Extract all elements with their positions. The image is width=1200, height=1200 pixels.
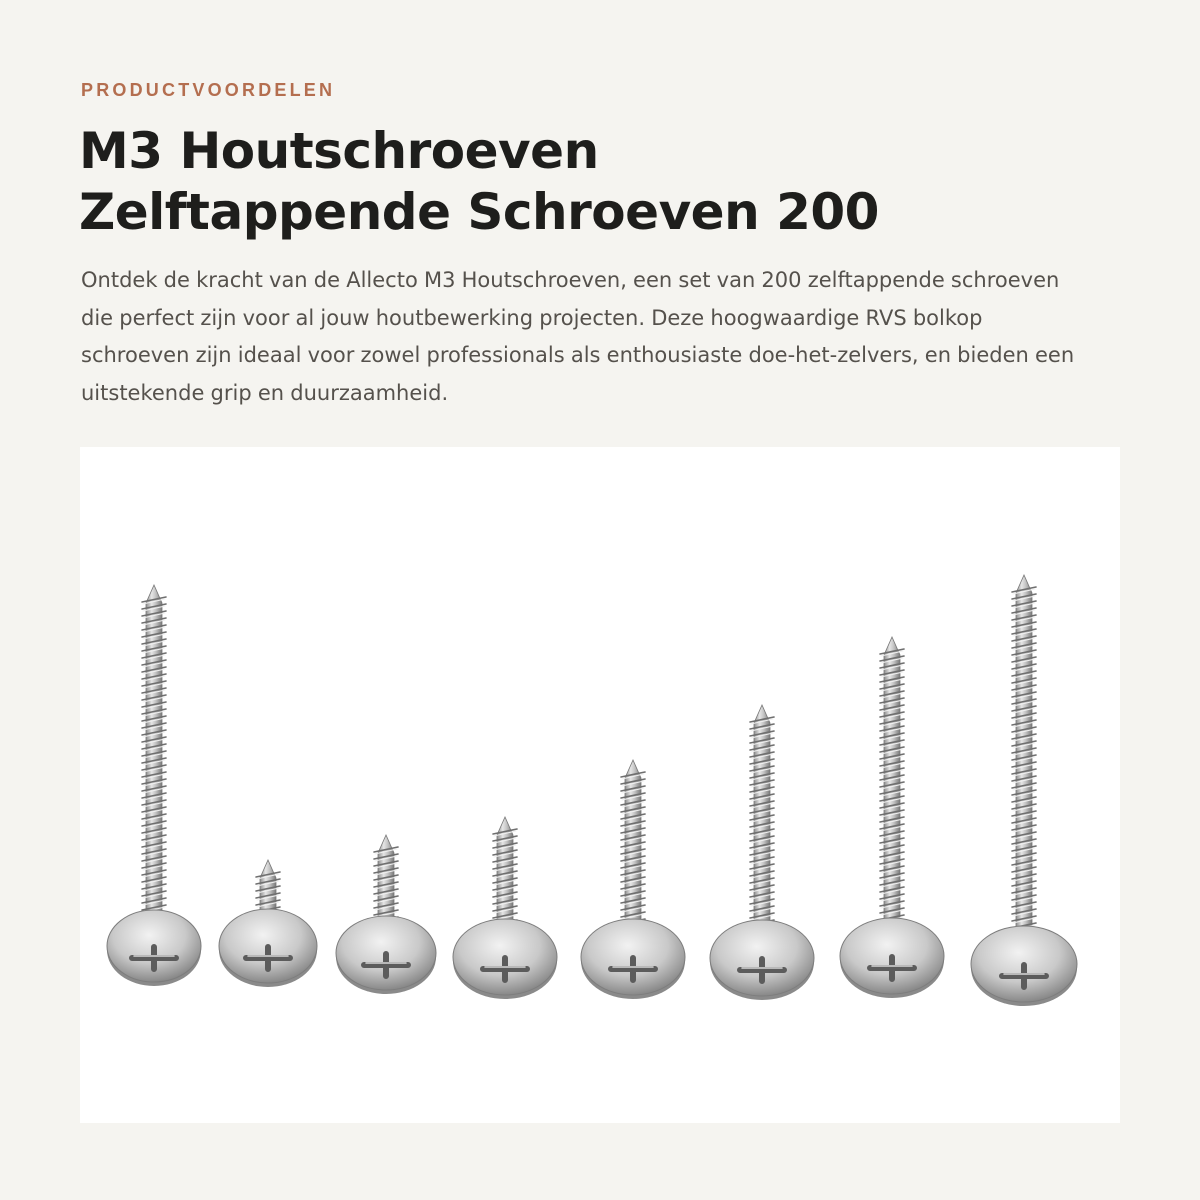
screw-5 xyxy=(581,760,685,999)
screws-illustration xyxy=(80,447,1120,1123)
product-title-line-2: Zelftappende Schroeven 200 xyxy=(79,183,879,241)
screw-2 xyxy=(219,860,317,987)
product-title xyxy=(79,121,1119,243)
screw-3 xyxy=(336,835,436,994)
product-description: Ontdek de kracht van de Allecto M3 Houtschroeven, een set van 200 zelftappende schroeven die perfect zijn voor al jouw houtbewerking projecten. Deze hoogwaardige RVS bolkop schroeven zijn ideaal voor zowel professionals als enthousiaste doe-het-zelvers, en bieden een uitstekende grip en duurzaamheid. xyxy=(81,268,1075,405)
section-eyebrow: PRODUCTVOORDELEN xyxy=(81,80,336,100)
screw-1 xyxy=(107,585,201,986)
product-title-line-1: M3 Houtschroeven xyxy=(79,122,599,180)
screw-7 xyxy=(840,637,944,998)
screw-8 xyxy=(971,575,1077,1006)
product-image xyxy=(80,447,1120,1123)
screw-4 xyxy=(453,817,557,999)
screw-6 xyxy=(710,705,814,1000)
